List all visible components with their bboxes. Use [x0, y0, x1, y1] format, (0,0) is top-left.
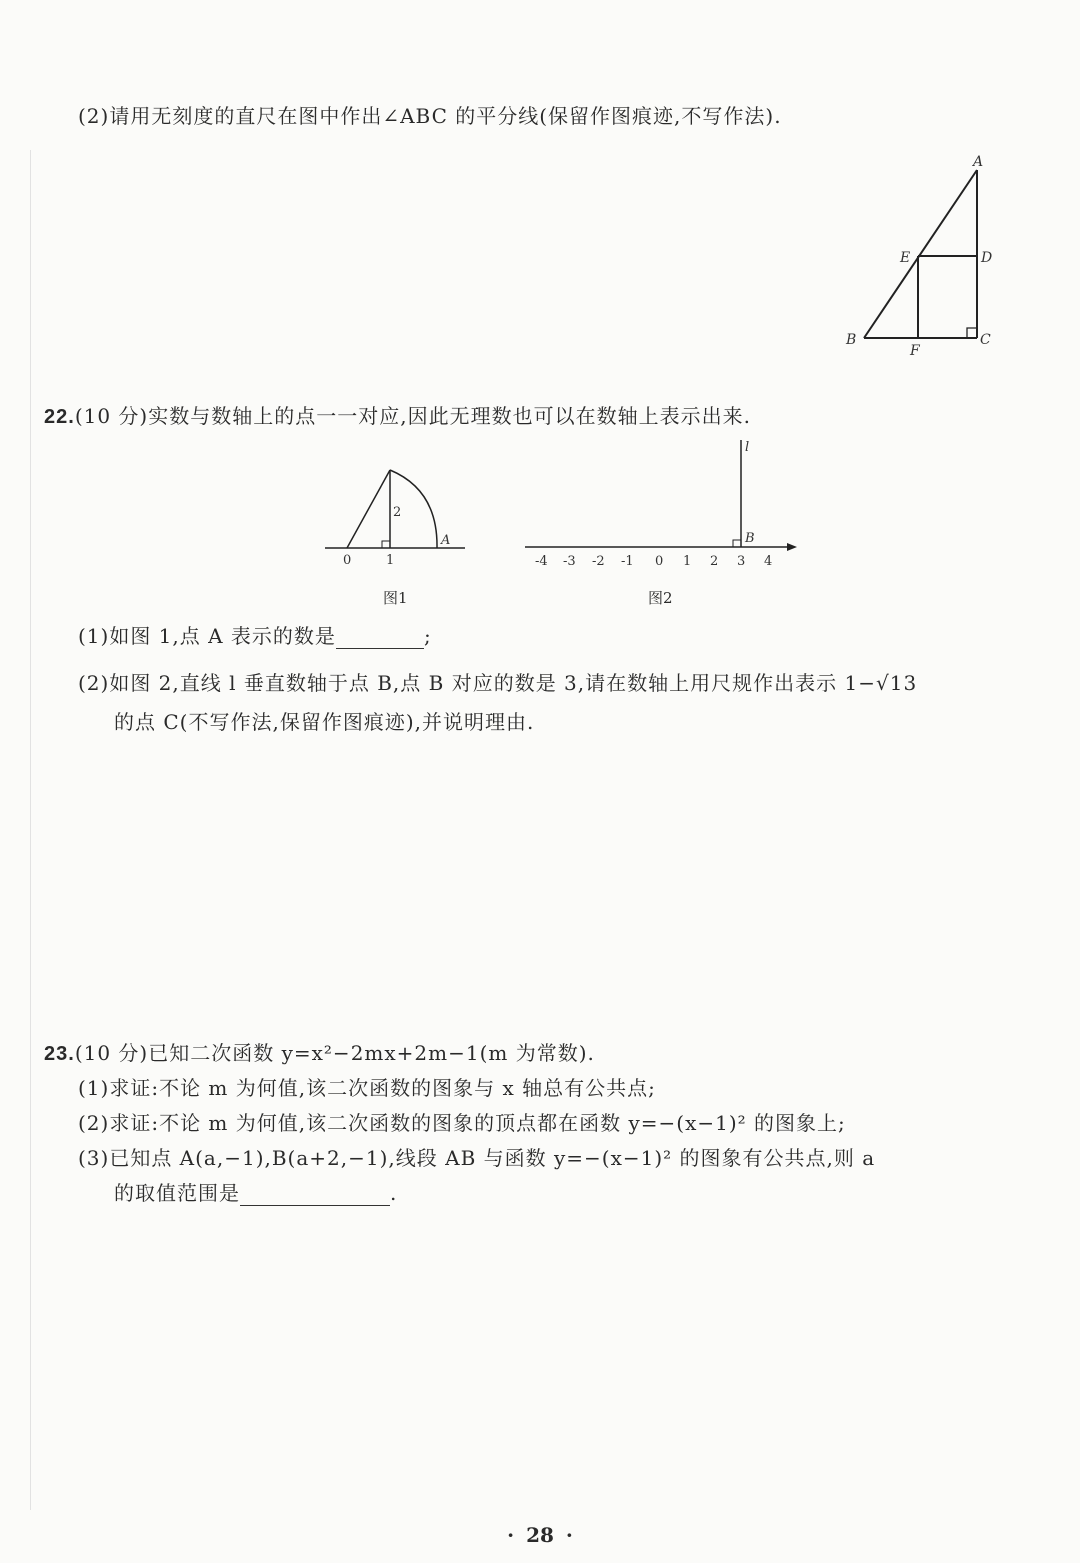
- fig2-point-B: B: [745, 531, 755, 546]
- label-D: D: [981, 250, 993, 266]
- fig2-tick-labels: [535, 554, 772, 569]
- label-B: B: [846, 332, 857, 348]
- q23-part3-line1: (3)已知点 A(a,−1),B(a+2,−1),线段 AB 与函数 y=−(x−1)² 的图象有公共点,则 a: [78, 1146, 876, 1170]
- q22-figure2: [520, 435, 805, 575]
- fig2-tick: -2: [592, 554, 605, 569]
- q23-part3-answer-blank[interactable]: [240, 1183, 390, 1206]
- fig1-right-angle-mark: [382, 541, 390, 548]
- fig2-axis-arrow: [787, 543, 797, 551]
- q22-figure1: [320, 460, 470, 570]
- fig2-tick: 2: [710, 554, 719, 569]
- label-E: E: [900, 250, 911, 266]
- fig2-line-label: l: [745, 440, 750, 455]
- q23-part3-line2: [114, 1177, 397, 1206]
- q23-stem: (10 分)已知二次函数 y=x²−2mx+2m−1(m 为常数).: [74, 1041, 595, 1065]
- fig1-caption: 图1: [383, 589, 408, 607]
- page-number: 28: [526, 1523, 554, 1547]
- segment-BA: [864, 170, 977, 338]
- page-margin-rule: [30, 150, 31, 1510]
- fig1-tick-1: 1: [386, 553, 395, 568]
- footer-dot-right: ·: [565, 1523, 573, 1547]
- fig2-right-angle-mark: [733, 540, 741, 547]
- fig1-hypotenuse: [347, 470, 390, 548]
- q21-triangle-figure: [840, 150, 1000, 360]
- q23-number: 23.: [44, 1043, 75, 1065]
- fig2-tick: -3: [563, 554, 576, 569]
- page-footer: [0, 1523, 1080, 1547]
- q22-stem: (10 分)实数与数轴上的点一一对应,因此无理数也可以在数轴上表示出来.: [74, 404, 751, 428]
- q22-part2-line1: (2)如图 2,直线 l 垂直数轴于点 B,点 B 对应的数是 3,请在数轴上用尺规作出表示 1−√13: [78, 671, 918, 695]
- q22-part2-line2: 的点 C(不写作法,保留作图痕迹),并说明理由.: [114, 710, 535, 734]
- fig1-point-A: A: [441, 533, 451, 548]
- fig2-caption: 图2: [648, 589, 673, 607]
- q22-part1-answer-blank[interactable]: [336, 626, 424, 649]
- fig2-tick: 1: [683, 554, 692, 569]
- q23-stem-line: [44, 1037, 595, 1066]
- q22-part1-text: (1)如图 1,点 A 表示的数是: [78, 624, 336, 648]
- q21-part2-text: (2)请用无刻度的直尺在图中作出∠ABC 的平分线(保留作图痕迹,不写作法).: [78, 104, 782, 128]
- label-C: C: [980, 332, 991, 348]
- label-A: A: [973, 154, 984, 170]
- fig1-tick-0: 0: [343, 553, 352, 568]
- q23-part3-text: 的取值范围是: [114, 1181, 240, 1205]
- q22-part1-suffix: ;: [423, 624, 432, 648]
- fig2-tick: -1: [621, 554, 634, 569]
- q22-part1: [78, 620, 432, 649]
- q23-part1: (1)求证:不论 m 为何值,该二次函数的图象与 x 轴总有公共点;: [78, 1076, 656, 1100]
- q23-part2: (2)求证:不论 m 为何值,该二次函数的图象的顶点都在函数 y=−(x−1)² 的图象上;: [78, 1111, 846, 1135]
- fig1-height-label: 2: [393, 505, 402, 520]
- q22-stem-line: [44, 400, 751, 429]
- q22-number: 22.: [44, 406, 75, 428]
- fig2-tick: 4: [764, 554, 773, 569]
- label-F: F: [910, 343, 920, 359]
- footer-dot-left: ·: [507, 1523, 515, 1547]
- fig2-tick: -4: [535, 554, 548, 569]
- fig2-tick: 3: [737, 554, 746, 569]
- q23-part3-suffix: .: [390, 1181, 398, 1205]
- right-angle-mark-C: [967, 328, 977, 338]
- fig2-tick: 0: [655, 554, 664, 569]
